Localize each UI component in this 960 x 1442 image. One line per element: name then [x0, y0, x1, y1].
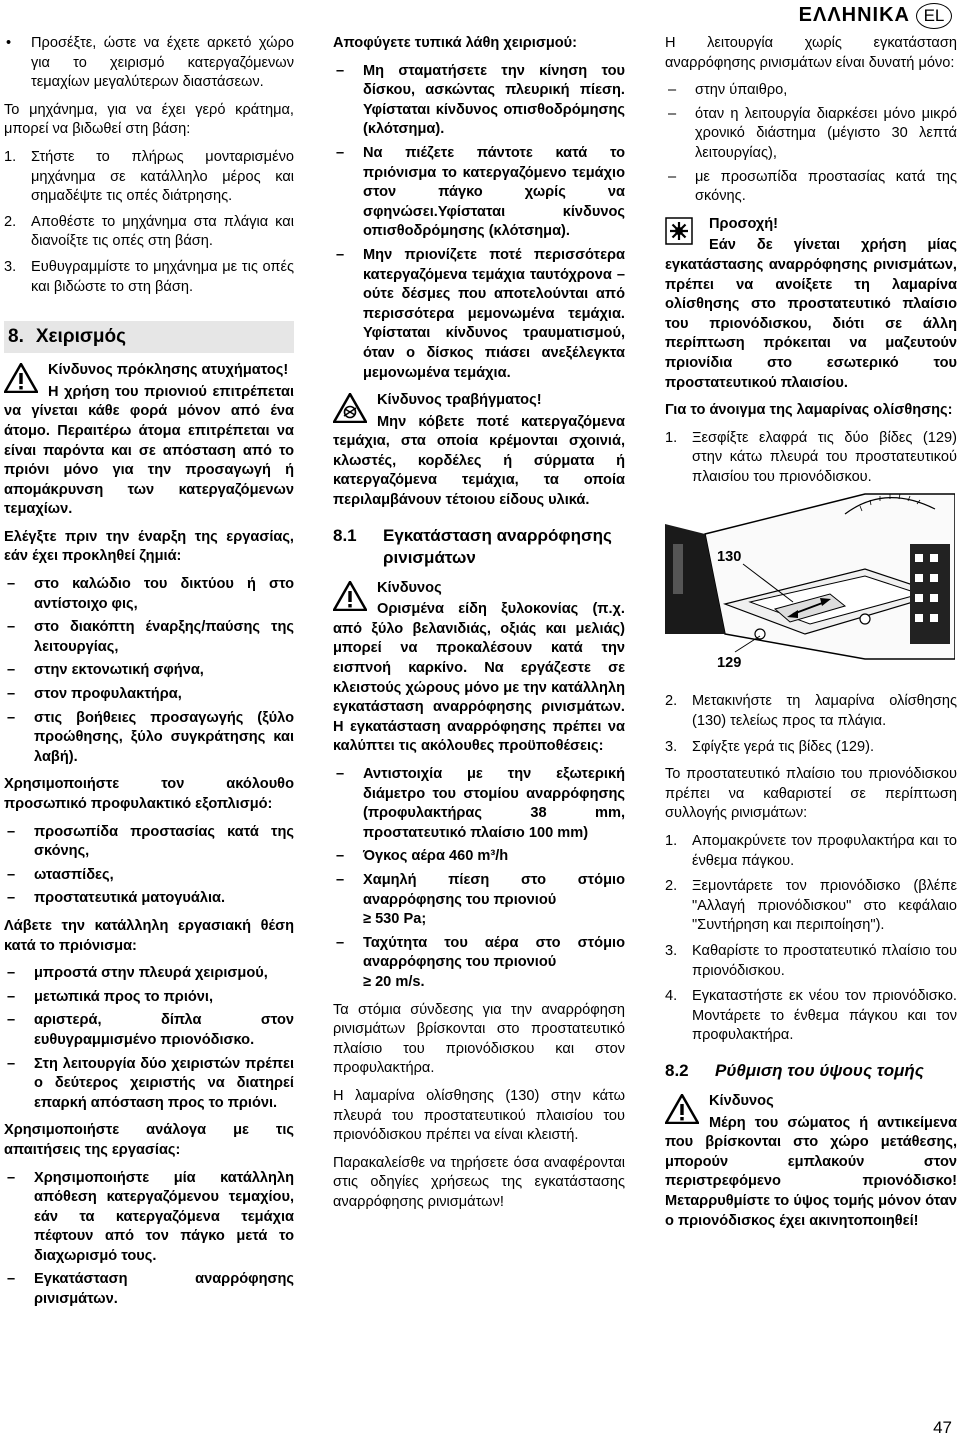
- section-title: Χειρισμός: [35, 326, 126, 348]
- paragraph: Για το άνοιγμα της λαμαρίνας ολίσθησης:: [665, 402, 953, 419]
- danger-block: [333, 579, 625, 599]
- list-item: – Να πιέζετε πάντοτε κατά το πριόνισμα το κατεργαζόμενο τεμάχιο στον πάγκο χωρίς να σφηνώσει.Υφίσταται κίνδυνος οπισθοδρόμησης (κλότσημα).: [333, 144, 625, 242]
- list-item: – αριστερά, δίπλα στον ευθυγραμμισμένο πριονόδισκο.: [4, 1011, 294, 1050]
- requirement-text: Ταχύτητα του αέρα στο στόμιο αναρρόφησης του πριονιού: [363, 934, 625, 971]
- list-item: – Μη σταματήσετε την κίνηση του δίσκου, ασκώντας πλευρική πίεση. Υφίσταται κίνδυνος οπισθοδρόμησης (κλότσημα).: [333, 62, 625, 140]
- list-item: [665, 942, 957, 981]
- page-number: 47: [933, 1418, 952, 1438]
- paragraph: Χρησιμοποιήστε ανάλογα με τις απαιτήσεις της εργασίας:: [4, 1122, 294, 1158]
- language-code-badge: EL: [916, 3, 952, 29]
- section-heading: [4, 321, 294, 353]
- section-heading: [333, 525, 625, 569]
- warning-block: [333, 391, 625, 411]
- danger-text: Ορισμένα είδη ξυλοκονίας (π.χ. από ξύλο βελανιδιάς, οξιάς και μελιάς) μπορεί να προκαλέσουν κατά την εισπνοή καρκίνο. Να εργάζεστε σε κλειστούς χώρους μόνο με την κατάλληλη εγκατάσταση αναρρόφησης ρινισμάτων. Η εγκατάσταση αναρρόφησης πρέπει να καλύπτει τις ακόλουθες προϋποθέσεις:: [333, 601, 625, 755]
- paragraph: Αποφύγετε τυπικά λάθη χειρισμού:: [333, 35, 578, 51]
- list-item: – Μην πριονίζετε ποτέ περισσότερα κατεργαζόμενα τεμάχια ταυτόχρονα – ούτε δέσμες που αποτελούνται από περισσότερα μεμονωμένα τεμάχια. Υφίσταται κίνδυνος τραυματισμού, όταν ο δίσκος πιάσει ανεξέλεγκτα μεμονωμένα τεμάχια.: [333, 246, 625, 383]
- section-number: 8.2: [665, 1060, 689, 1080]
- list-item: [665, 692, 957, 731]
- step-text: Ξεμοντάρετε τον πριονόδισκο (βλέπε "Αλλαγή πριονόδισκου" στο κεφάλαιο "Συντήρηση και περιποίηση").: [692, 878, 957, 934]
- dash-list: [4, 1169, 294, 1310]
- caution-text: Εάν δε γίνεται χρήση μίας εγκατάστασης αναρρόφησης ρινισμάτων, πρέπει να ανοίξετε τη λαμαρίνα ολίσθησης στο προστατευτικό πλαίσιο του πριονόδισκου, διότι σε άλλη περίπτωση πρόκειται να μαζευτούν πριονίδια στο εσωτερικό του προστατευτικού πλαισίου.: [665, 237, 957, 391]
- list-item: – Στη λειτουργία δύο χειριστών πρέπει ο δεύτερος χειριστής να διατηρεί επαρκή απόσταση προς το πριόνι.: [4, 1055, 294, 1114]
- step-number: 4.: [665, 988, 678, 1005]
- list-item: – στην ύπαιθρο,: [665, 81, 957, 101]
- dash-list: [4, 575, 294, 767]
- step-number: 3.: [4, 258, 17, 275]
- dash-list: [333, 62, 625, 384]
- list-item: [333, 934, 625, 993]
- column-3: [665, 34, 957, 1239]
- paragraph: Το μηχάνημα, για να έχει γερό κράτημα, μπορεί να βιδωθεί στη βάση:: [4, 101, 294, 138]
- section-number: 8.1: [333, 525, 357, 545]
- numbered-list: [4, 148, 294, 297]
- list-item: – Χρησιμοποιήστε μία κατάλληλη απόθεση κατεργαζόμενου τεμαχίου, εάν τα κατεργαζόμενα τεμάχια πέφτουν από τον πάγκο μετά το διαχωρισμό τους.: [4, 1169, 294, 1267]
- list-item: • Προσέξτε, ώστε να έχετε αρκετό χώρο για το χειρισμό κατεργαζόμενων τεμαχίων μεγαλύτερων διαστάσεων.: [4, 34, 294, 93]
- step-text: Απομακρύνετε τον προφυλακτήρα και το ένθεμα πάγκου.: [692, 833, 957, 869]
- paragraph: Το προστατευτικό πλαίσιο του πριονόδισκου πρέπει να καθαριστεί σε περίπτωση συλλογής ρινισμάτων:: [665, 766, 957, 822]
- warning-title: Κίνδυνος τραβήγματος!: [377, 392, 542, 409]
- list-item: [4, 148, 294, 207]
- warning-title: Κίνδυνος πρόκλησης ατυχήματος!: [48, 362, 289, 379]
- step-number: 1.: [665, 833, 678, 850]
- figure-label-130: 130: [717, 549, 742, 566]
- danger-title: Κίνδυνος: [377, 579, 442, 596]
- saw-underside-illustration: [665, 484, 955, 684]
- list-item: – προστατευτικά ματογυάλια.: [4, 889, 294, 909]
- list-item: – μετωπικά προς το πριόνι,: [4, 988, 294, 1008]
- sliding-plate-figure: [665, 495, 955, 672]
- paragraph: Η λαμαρίνα ολίσθησης (130) στην κάτω πλευρά του προστατευτικού πλαισίου του πριονόδισκου πρέπει να είναι κλειστή.: [333, 1087, 625, 1144]
- paragraph: Τα στόμια σύνδεσης για την αναρρόφηση ρινισμάτων βρίσκονται στο προστατευτικό πλαίσιο του πριονόδισκου και στον προφυλακτήρα.: [333, 1001, 625, 1077]
- list-item: [665, 832, 957, 871]
- warning-block: [4, 361, 294, 381]
- step-text: Εγκαταστήστε εκ νέου τον πριονόδισκο. Μοντάρετε το ένθεμα πάγκου και τον προφυλακτήρα.: [692, 988, 957, 1044]
- step-text: Καθαρίστε το προστατευτικό πλαίσιο του πριονόδισκου.: [692, 943, 957, 979]
- step-number: 1.: [4, 148, 17, 165]
- paragraph: Ελέγξτε πριν την έναρξη της εργασίας, εάν έχει προκληθεί ζημιά:: [4, 528, 294, 565]
- step-text: Αποθέστε το μηχάνημα στα πλάγια και διανοίξτε τις οπές στη βάση.: [31, 213, 294, 250]
- step-number: 2.: [665, 693, 678, 710]
- section-title: Εγκατάσταση αναρρόφησης ρινισμάτων: [383, 525, 612, 567]
- list-item: – όταν η λειτουργία διαρκέσει μόνο μικρό χρονικό διάστημα (μέγιστο 30 λεπτά λειτουργίας),: [665, 105, 957, 164]
- list-item: [665, 738, 957, 758]
- list-item: – Εγκατάσταση αναρρόφησης ρινισμάτων.: [4, 1270, 294, 1309]
- step-text: Μετακινήστε τη λαμαρίνα ολίσθησης (130) τελείως προς τα πλάγια.: [692, 693, 957, 730]
- warning-triangle-icon: [333, 581, 367, 611]
- step-number: 3.: [665, 943, 678, 959]
- step-text: Σφίγξτε γερά τις βίδες (129).: [692, 738, 875, 755]
- list-item: – μπροστά στην πλευρά χειρισμού,: [4, 964, 294, 984]
- step-number: 1.: [665, 429, 678, 446]
- list-item: – ωτασπίδες,: [4, 866, 294, 886]
- list-item: [4, 258, 294, 297]
- paragraph: Παρακαλείσθε να τηρήσετε όσα αναφέρονται στις οδηγίες χρήσεως της εγκατάστασης αναρρόφησης ρινισμάτων!: [333, 1154, 625, 1210]
- bullet-list: [4, 34, 294, 93]
- step-text: Ευθυγραμμίστε το μηχάνημα με τις οπές και βιδώστε το στη βάση.: [31, 258, 294, 295]
- requirement-value: ≥ 530 Pa;: [363, 911, 427, 928]
- paragraph: Χρησιμοποιήστε τον ακόλουθο προσωπικό προφυλακτικό εξοπλισμό:: [4, 776, 294, 812]
- caution-block: [665, 215, 957, 235]
- warning-text: Μην κόβετε ποτέ κατεργαζόμενα τεμάχια, στα οποία κρέμονται σχοινιά, κλωστές, κορδέλες ή σύρματα ή κατεργαζόμενα τεμάχια, τα οποία περιλαμβάνουν τέτοιου είδους υλικά.: [333, 413, 625, 509]
- list-item: – προσωπίδα προστασίας κατά της σκόνης,: [4, 823, 294, 862]
- step-text: Ξεσφίξτε ελαφρά τις δύο βίδες (129) στην κάτω πλευρά του προστατευτικού πλαισίου του πριονόδισκου.: [692, 429, 957, 485]
- caution-icon: [665, 217, 699, 247]
- language-header: [799, 3, 952, 29]
- column-2: [333, 34, 625, 1220]
- list-item: [4, 213, 294, 252]
- paragraph: Λάβετε την κατάλληλη εργασιακή θέση κατά το πριόνισμα:: [4, 917, 294, 954]
- warning-triangle-icon: [665, 1094, 699, 1124]
- step-number: 2.: [665, 878, 678, 895]
- section-heading: [665, 1060, 957, 1082]
- step-number: 3.: [665, 738, 678, 755]
- list-item: [665, 987, 957, 1046]
- warning-triangle-icon: [4, 363, 38, 393]
- list-item: – στο καλώδιο του δικτύου ή στο αντίστοιχο φις,: [4, 575, 294, 614]
- danger-title: Κίνδυνος: [709, 1092, 774, 1109]
- section-number: 8.: [8, 326, 24, 348]
- list-item: – στο διακόπτη έναρξης/παύσης της λειτουργίας,: [4, 618, 294, 657]
- list-item: – στις βοήθειες προσαγωγής (ξύλο προώθησης, ξύλο συγκράτησης και λαβή).: [4, 709, 294, 768]
- list-item: [665, 429, 957, 488]
- warning-text: Η χρήση του πριονιού επιτρέπεται να γίνεται κάθε φορά μόνον από ένα άτομο. Περαιτέρω άτομα επιτρέπεται να είναι παρόντα και σε απόσταση από το πριόνι μόνο για την προσαγωγή ή απομάκρυνση των κατεργαζόμενων τεμαχίων.: [4, 383, 294, 518]
- numbered-list: [665, 692, 957, 757]
- list-item: – στον προφυλακτήρα,: [4, 685, 294, 705]
- danger-text: Μέρη του σώματος ή αντικείμενα που βρίσκονται στο χώρο μετάθεσης, μπορούν εμπλακούν στον περιστρεφόμενο πριονόδισκο! Μεταρρυθμίστε το ύψος τομής μόνον όταν ο πριονόδισκος έχει ακινητοποιηθεί!: [665, 1114, 957, 1229]
- caution-title: Προσοχή!: [709, 215, 779, 232]
- column-1: [4, 34, 294, 1318]
- list-item: – στην εκτονωτική σφήνα,: [4, 661, 294, 681]
- step-text: Στήστε το πλήρως μονταρισμένο μηχάνημα σε κατάλληλο μέρος και σημαδέψτε τις οπές διάτρησης.: [31, 148, 294, 205]
- requirements-list: [333, 765, 625, 993]
- list-item: – με προσωπίδα προστασίας κατά της σκόνης.: [665, 168, 957, 207]
- list-item: – Αντιστοιχία με την εξωτερική διάμετρο του στομίου αναρρόφησης (προφυλακτήρας 38 mm, προστατευτικό πλαίσιο 100 mm): [333, 765, 625, 843]
- numbered-list: [665, 429, 957, 488]
- language-label: ΕΛΛΗΝΙΚΑ: [798, 4, 910, 27]
- list-item: [333, 871, 625, 930]
- figure-label-129: 129: [717, 655, 742, 672]
- dash-list: [4, 964, 294, 1113]
- entanglement-warning-icon: [333, 393, 367, 423]
- section-title: Ρύθμιση του ύψους τομής: [715, 1060, 924, 1080]
- step-number: 2.: [4, 213, 17, 230]
- dash-list: [665, 81, 957, 207]
- dash-list: [4, 823, 294, 909]
- requirement-value: ≥ 20 m/s.: [363, 973, 425, 990]
- danger-block: [665, 1092, 957, 1112]
- list-item: [665, 877, 957, 936]
- paragraph: Η λειτουργία χωρίς εγκατάσταση αναρρόφησης ρινισμάτων είναι δυνατή μόνο:: [665, 35, 957, 71]
- list-item: – Όγκος αέρα 460 m³/h: [333, 847, 625, 867]
- requirement-text: Χαμηλή πίεση στο στόμιο αναρρόφησης του πριονιού: [363, 871, 625, 908]
- numbered-list: [665, 832, 957, 1046]
